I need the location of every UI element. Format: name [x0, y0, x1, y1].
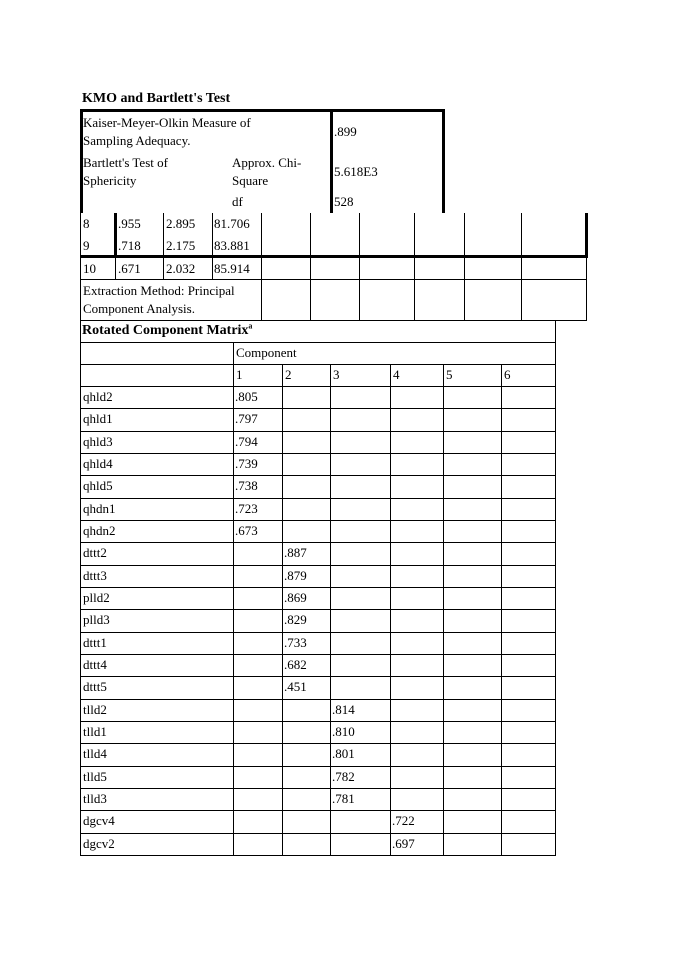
- grid-line: [80, 453, 556, 454]
- kmo-label: Kaiser-Meyer-Olkin Measure of: [83, 115, 251, 130]
- extraction-note-2: Component Analysis.: [83, 301, 195, 316]
- grid-line: [80, 676, 556, 677]
- loading-value: .782: [332, 768, 355, 784]
- grid-line: [80, 565, 556, 566]
- variable-name: tlld4: [83, 746, 107, 762]
- eigenvalue: .671: [118, 261, 141, 276]
- grid-line: [80, 833, 556, 834]
- component-3-header: 3: [333, 367, 340, 382]
- component-1-header: 1: [236, 367, 243, 382]
- kmo-title: KMO and Bartlett's Test: [82, 91, 231, 106]
- component-4-header: 4: [393, 367, 400, 382]
- approx-chi-value: 5.618E3: [334, 164, 378, 179]
- loading-value: .869: [284, 589, 307, 605]
- variable-name: tlld2: [83, 701, 107, 717]
- rotated-title: Rotated Component Matrix$^a$: [82, 321, 253, 338]
- loading-value: .723: [235, 500, 258, 516]
- component-5-header: 5: [446, 367, 453, 382]
- grid-line: [555, 320, 556, 856]
- component-6-header: 6: [504, 367, 511, 382]
- component-header: Component: [236, 345, 297, 360]
- variable-name: tlld1: [83, 723, 107, 739]
- component-2-header: 2: [285, 367, 292, 382]
- variance-pct: 2.895: [166, 216, 196, 231]
- grid-line: [80, 386, 556, 387]
- variance-pct: 2.175: [166, 238, 196, 253]
- grid-line: [80, 721, 556, 722]
- loading-value: .887: [284, 545, 307, 561]
- loading-value: .733: [284, 634, 307, 650]
- grid-line: [501, 364, 502, 856]
- variable-name: tlld5: [83, 768, 107, 784]
- approx-chi-label: Approx. Chi-: [232, 155, 302, 170]
- variable-name: qhld5: [83, 478, 113, 494]
- df-value: 528: [334, 194, 354, 209]
- eigenvalue: .718: [118, 238, 141, 253]
- eigenvalue: .955: [118, 216, 141, 231]
- grid-line: [443, 364, 444, 856]
- loading-value: .794: [235, 433, 258, 449]
- grid-line: [80, 855, 556, 856]
- loading-value: .810: [332, 723, 355, 739]
- loading-value: .738: [235, 478, 258, 494]
- grid-line: [282, 364, 283, 856]
- component-number: 9: [83, 238, 90, 253]
- bartlett-label: Bartlett's Test of: [83, 155, 168, 170]
- loading-value: .801: [332, 746, 355, 762]
- grid-line: [390, 364, 391, 856]
- grid-line: [80, 542, 556, 543]
- kmo-label-2: Sampling Adequacy.: [83, 133, 191, 148]
- grid-line: [80, 609, 556, 610]
- variable-name: plld3: [83, 612, 110, 628]
- loading-value: .879: [284, 567, 307, 583]
- loading-value: .682: [284, 656, 307, 672]
- grid-line: [330, 364, 331, 856]
- loading-value: .739: [235, 455, 258, 471]
- grid-line: [233, 342, 234, 856]
- loading-value: .451: [284, 679, 307, 695]
- grid-line: [80, 587, 556, 588]
- extraction-note: Extraction Method: Principal: [83, 283, 235, 298]
- variable-name: qhld3: [83, 433, 113, 449]
- variable-name: dttt4: [83, 656, 107, 672]
- grid-line: [80, 498, 556, 499]
- component-number: 8: [83, 216, 90, 231]
- loading-value: .722: [392, 813, 415, 829]
- grid-line: [80, 699, 556, 700]
- variable-name: dttt3: [83, 567, 107, 583]
- grid-line: [80, 788, 556, 789]
- cumulative-pct: 83.881: [214, 238, 250, 253]
- variable-name: dgcv2: [83, 835, 115, 851]
- variance-pct: 2.032: [166, 261, 196, 276]
- grid-line: [80, 364, 556, 365]
- loading-value: .697: [392, 835, 415, 851]
- variable-name: dttt1: [83, 634, 107, 650]
- variable-name: qhdn1: [83, 500, 116, 516]
- grid-line: [80, 475, 556, 476]
- loading-value: .673: [235, 522, 258, 538]
- grid-line: [80, 408, 556, 409]
- grid-line: [80, 520, 556, 521]
- grid-line: [80, 320, 81, 856]
- variable-name: dgcv4: [83, 813, 115, 829]
- loading-value: .781: [332, 790, 355, 806]
- cumulative-pct: 81.706: [214, 216, 250, 231]
- bartlett-label-2: Sphericity: [83, 173, 137, 188]
- grid-line: [80, 342, 556, 343]
- cumulative-pct: 85.914: [214, 261, 250, 276]
- grid-line: [80, 766, 556, 767]
- grid-line: [80, 810, 556, 811]
- grid-line: [80, 632, 556, 633]
- variable-name: dttt5: [83, 679, 107, 695]
- grid-line: [80, 654, 556, 655]
- loading-value: .797: [235, 411, 258, 427]
- variable-name: qhdn2: [83, 522, 116, 538]
- df-label: df: [232, 194, 243, 209]
- component-number: 10: [83, 261, 96, 276]
- kmo-value: .899: [334, 124, 357, 139]
- grid-line: [80, 431, 556, 432]
- variable-name: qhld4: [83, 455, 113, 471]
- approx-chi-label-2: Square: [232, 173, 269, 188]
- loading-value: .829: [284, 612, 307, 628]
- variable-name: dttt2: [83, 545, 107, 561]
- variable-name: tlld3: [83, 790, 107, 806]
- variable-name: qhld1: [83, 411, 113, 427]
- footnote-marker: a: [248, 321, 253, 331]
- grid-line: [80, 743, 556, 744]
- variable-name: qhld2: [83, 389, 113, 404]
- loading-value: .814: [332, 701, 355, 717]
- loading-value: .805: [235, 389, 258, 404]
- variable-name: plld2: [83, 589, 110, 605]
